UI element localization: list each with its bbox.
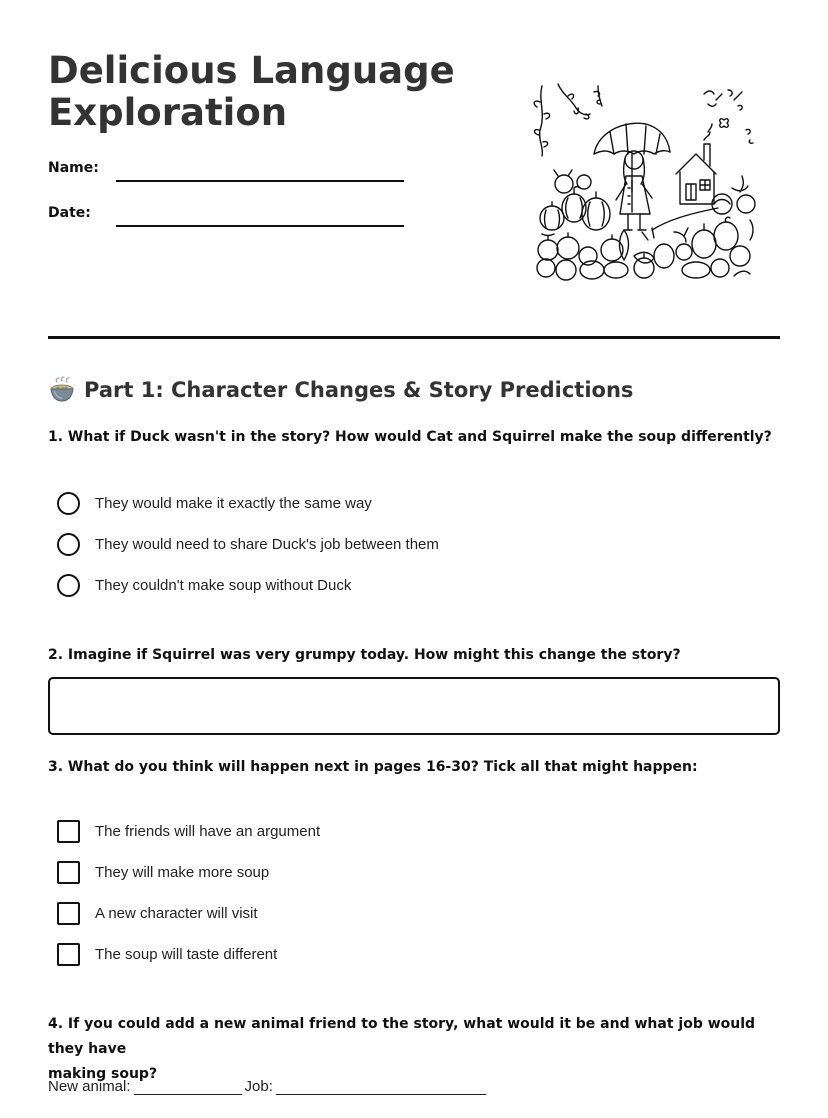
radio-button[interactable] [57, 492, 80, 515]
checkbox[interactable] [57, 820, 80, 843]
checkbox[interactable] [57, 861, 80, 884]
title-line-2: Exploration [48, 91, 288, 134]
soup-bowl-icon [48, 376, 76, 404]
q1-option-2[interactable] [57, 532, 439, 556]
q2-answer-box[interactable] [48, 677, 780, 735]
job-field[interactable] [276, 1081, 486, 1095]
job-label: Job: [244, 1078, 273, 1095]
q1-option-3-label: They couldn't make soup without Duck [95, 576, 352, 594]
question-4-line-1: 4. If you could add a new animal friend to the story, what would it be and what job would they have [48, 1016, 756, 1057]
q1-option-2-label: They would need to share Duck's job between them [95, 535, 439, 553]
date-field[interactable] [116, 225, 404, 227]
q3-option-2-label: They will make more soup [95, 863, 270, 881]
new-animal-field[interactable] [134, 1081, 242, 1095]
question-1: 1. What if Duck wasn't in the story? How would Cat and Squirrel make the soup differently? [48, 429, 772, 445]
q3-option-4[interactable] [57, 942, 277, 966]
title-line-1: Delicious Language [48, 49, 455, 92]
q1-option-1-label: They would make it exactly the same way [95, 494, 372, 512]
checkbox[interactable] [57, 943, 80, 966]
coloring-page-illustration [528, 80, 760, 284]
q3-option-3[interactable] [57, 901, 258, 925]
worksheet-title [48, 50, 468, 134]
q1-option-1[interactable] [57, 491, 372, 515]
question-2: 2. Imagine if Squirrel was very grumpy today. How might this change the story? [48, 647, 681, 663]
question-4 [48, 1012, 788, 1087]
q3-option-1[interactable] [57, 819, 320, 843]
checkbox[interactable] [57, 902, 80, 925]
section-divider [48, 336, 780, 339]
name-label: Name: [48, 160, 99, 176]
question-3: 3. What do you think will happen next in pages 16-30? Tick all that might happen: [48, 759, 698, 775]
q1-option-3[interactable] [57, 573, 351, 597]
q3-option-2[interactable] [57, 860, 269, 884]
radio-button[interactable] [57, 574, 80, 597]
radio-button[interactable] [57, 533, 80, 556]
q3-option-4-label: The soup will taste different [95, 945, 278, 963]
new-animal-label: New animal: [48, 1078, 131, 1095]
question-4-line-2: making soup? [48, 1066, 158, 1082]
date-label: Date: [48, 205, 91, 221]
q4-answer-blanks [48, 1078, 489, 1095]
part-1-title: Part 1: Character Changes & Story Predictions [84, 378, 634, 402]
q3-option-3-label: A new character will visit [95, 904, 258, 922]
q3-option-1-label: The friends will have an argument [95, 822, 321, 840]
part-1-heading [48, 376, 633, 404]
name-field[interactable] [116, 180, 404, 182]
